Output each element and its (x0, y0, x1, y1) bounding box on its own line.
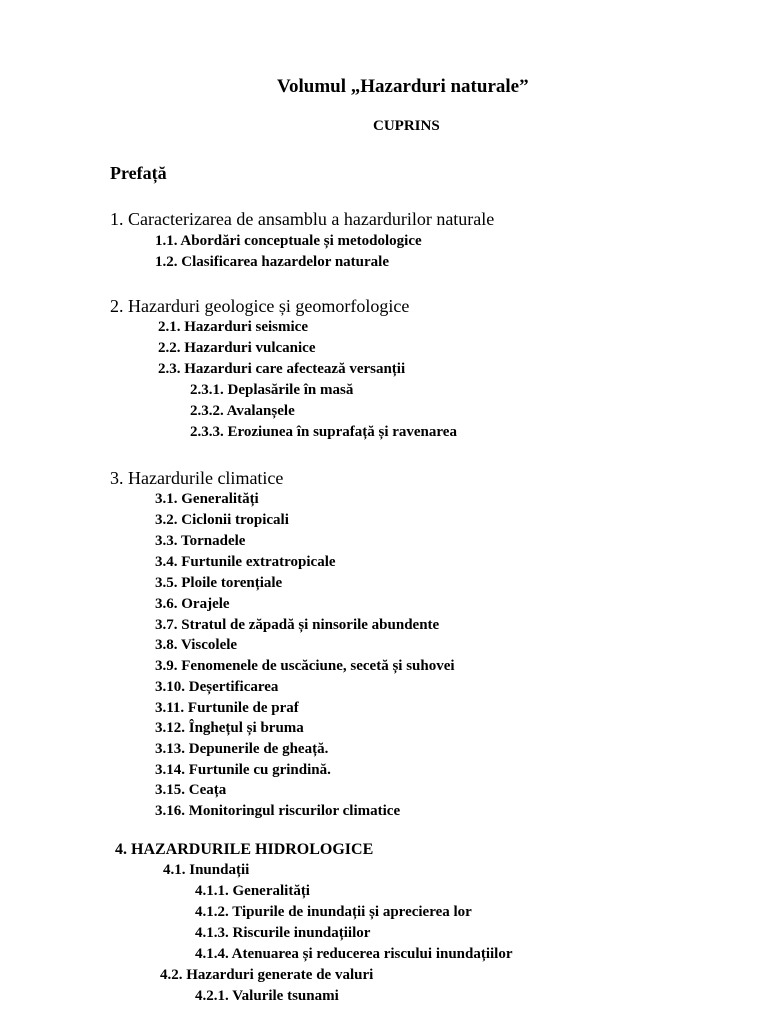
toc-item-1-1: 1.1. Abordări conceptuale și metodologice (155, 233, 422, 249)
toc-item-2-3-3: 2.3.3. Eroziunea în suprafață și ravenarea (190, 424, 457, 440)
toc-item-3-7: 3.7. Stratul de zăpadă și ninsorile abundente (155, 617, 440, 633)
section-1-heading: 1. Caracterizarea de ansamblu a hazardurilor naturale (110, 209, 495, 229)
toc-item-2-2: 2.2. Hazarduri vulcanice (158, 340, 316, 356)
toc-item-3-13: 3.13. Depunerile de gheață. (155, 741, 329, 757)
toc-item-4-1-4: 4.1.4. Atenuarea și reducerea riscului inundațiilor (195, 946, 513, 962)
toc-item-3-12: 3.12. Înghețul și bruma (155, 720, 304, 736)
section-3-heading: 3. Hazardurile climatice (110, 468, 284, 488)
toc-item-4-2-1: 4.2.1. Valurile tsunami (195, 988, 339, 1004)
section-2-heading: 2. Hazarduri geologice și geomorfologice (110, 296, 410, 316)
toc-item-3-4: 3.4. Furtunile extratropicale (155, 554, 336, 570)
toc-item-4-1-2: 4.1.2. Tipurile de inundații și aprecierea lor (195, 904, 472, 920)
toc-item-3-1: 3.1. Generalități (155, 491, 259, 507)
toc-item-4-2: 4.2. Hazarduri generate de valuri (160, 967, 374, 983)
toc-item-3-5: 3.5. Ploile torențiale (155, 575, 283, 591)
document-title: Volumul „Hazarduri naturale” (277, 76, 529, 97)
toc-item-3-11: 3.11. Furtunile de praf (155, 700, 299, 716)
toc-item-3-8: 3.8. Viscolele (155, 637, 238, 653)
toc-item-3-2: 3.2. Ciclonii tropicali (155, 512, 289, 528)
toc-item-2-1: 2.1. Hazarduri seismice (158, 319, 308, 335)
toc-item-4-1-1: 4.1.1. Generalități (195, 883, 310, 899)
toc-item-4-1: 4.1. Inundații (163, 862, 250, 878)
toc-item-3-6: 3.6. Orajele (155, 596, 230, 612)
toc-item-2-3: 2.3. Hazarduri care afectează versanții (158, 361, 406, 377)
toc-item-2-3-2: 2.3.2. Avalanșele (190, 403, 295, 419)
toc-item-3-14: 3.14. Furtunile cu grindină. (155, 762, 331, 778)
toc-item-3-9: 3.9. Fenomenele de uscăciune, secetă și suhovei (155, 658, 455, 674)
toc-item-3-3: 3.3. Tornadele (155, 533, 246, 549)
toc-item-4-1-3: 4.1.3. Riscurile inundațiilor (195, 925, 371, 941)
preface-heading: Prefață (110, 163, 167, 183)
section-4-heading: 4. HAZARDURILE HIDROLOGICE (115, 841, 374, 858)
toc-item-1-2: 1.2. Clasificarea hazardelor naturale (155, 254, 389, 270)
toc-item-3-15: 3.15. Ceața (155, 782, 227, 798)
toc-item-3-16: 3.16. Monitoringul riscurilor climatice (155, 803, 401, 819)
contents-heading: CUPRINS (373, 118, 440, 134)
toc-item-2-3-1: 2.3.1. Deplasările în masă (190, 382, 354, 398)
toc-item-3-10: 3.10. Deșertificarea (155, 679, 279, 695)
